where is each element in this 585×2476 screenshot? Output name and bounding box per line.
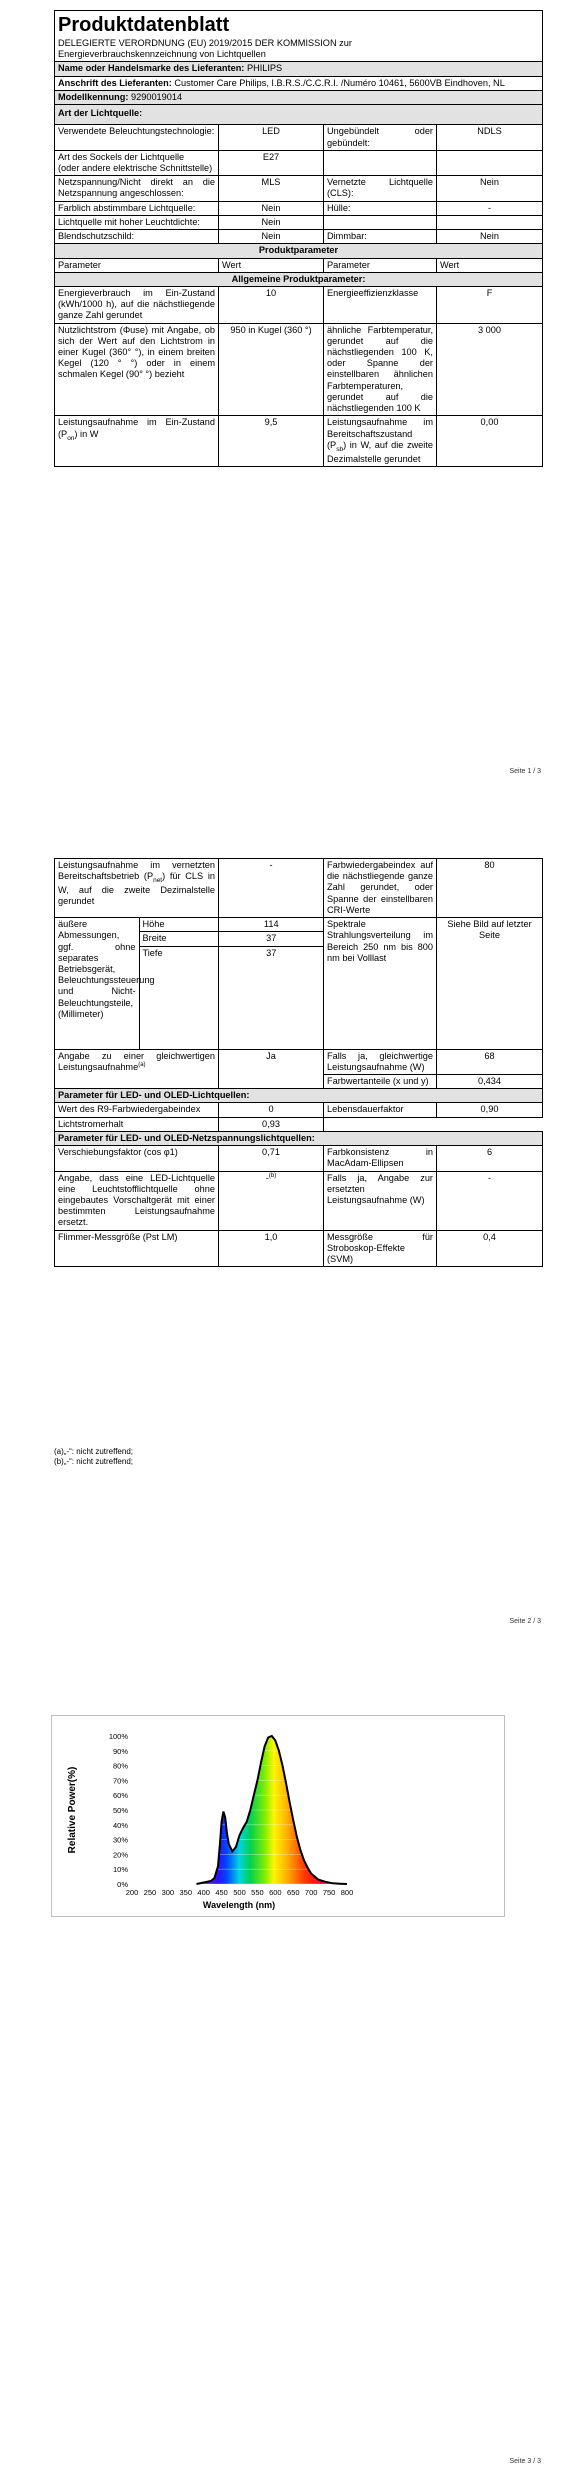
product-sheet-table-2: [54, 858, 543, 1267]
flux-label: Nutzlichtstrom (Φuse) mit Angabe, ob sich der Wert auf den Lichtstrom in einer Kugel (360° °), in einem breiten Kegel (120 ° °) oder in einem schmalen Kegel (90° °) bezieht: [55, 323, 219, 416]
flux-value: 950 in Kugel (360 °): [219, 323, 324, 416]
spectral-value: Siehe Bild auf letzter Seite: [437, 918, 543, 1049]
light-source-type-header: Art der Lichtquelle:: [55, 105, 543, 125]
high-luminance-value: Nein: [219, 215, 324, 229]
standby-label: [324, 416, 437, 466]
sheet-title: Produktdatenblatt: [58, 14, 230, 36]
supplier-address-label: Anschrift des Lieferanten:: [58, 77, 172, 88]
on-power-value: 9,5: [219, 416, 324, 466]
model-value: 9290019014: [131, 91, 183, 102]
height-value: 114: [218, 918, 324, 932]
lumen-maint-label: Lichtstromerhalt: [55, 1117, 219, 1131]
lumen-maint-value: 0,93: [219, 1117, 324, 1131]
dimensions-cell: [55, 918, 324, 1049]
equiv-claim-value: Ja: [219, 1049, 324, 1089]
replacement-value: -: [437, 1171, 543, 1230]
standby-label-a: Leistungsaufnahme im Bereitschaftszustand (P: [327, 417, 433, 450]
survival-label: Lebensdauerfaktor: [324, 1103, 437, 1117]
fluorescent-claim-value: -: [265, 1172, 269, 1183]
spectral-label: Spektrale Strahlungsverteilung im Bereich 250 nm bis 800 nm bei Volllast: [324, 918, 437, 1049]
col-header-param: Parameter: [324, 258, 437, 272]
replacement-label: Falls ja, Angabe zur ersetzten Leistungsaufnahme (W): [324, 1171, 437, 1230]
connected-label: Vernetzte Lichtquelle (CLS):: [324, 176, 437, 201]
x-tick-label: 600: [269, 1888, 282, 1897]
cri-value: 80: [437, 859, 543, 918]
model-label: Modellkennung:: [58, 91, 129, 102]
cct-value: 3 000: [437, 323, 543, 416]
depth-value: 37: [266, 947, 277, 958]
x-tick-label: 650: [286, 1888, 300, 1897]
colour-tunable-value: Nein: [219, 201, 324, 215]
led-mains-params-header: Parameter für LED- und OLED-Netzspannungslichtquellen:: [55, 1131, 543, 1145]
chromaticity-value: 0,434: [437, 1074, 543, 1088]
led-params-header: Parameter für LED- und OLED-Lichtquellen:: [55, 1089, 543, 1103]
x-tick-label: 500: [233, 1888, 246, 1897]
standby-value: 0,00: [437, 416, 543, 466]
net-standby-label-sub: net: [153, 877, 163, 885]
envelope-label: Hülle:: [324, 201, 437, 215]
spectrum-chart-frame: [51, 1715, 505, 1917]
dimmable-value: Nein: [437, 230, 543, 244]
y-tick-label: 30%: [112, 1835, 128, 1845]
col-header-value: Wert: [219, 258, 324, 272]
dimmable-label: Dimmbar:: [324, 230, 437, 244]
anti-glare-label: Blendschutzschild:: [55, 230, 219, 244]
page-3: [0, 1640, 585, 2476]
x-tick-label: 800: [340, 1888, 354, 1897]
technology-value: LED: [219, 125, 324, 150]
on-power-label: [55, 416, 219, 466]
connected-value: Nein: [437, 176, 543, 201]
x-tick-label: 200: [125, 1888, 139, 1897]
page-number-2: Seite 2 / 3: [509, 1618, 541, 1625]
high-luminance-label: Lichtquelle mit hoher Leuchtdichte:: [55, 215, 219, 229]
r9-value: 0: [219, 1103, 324, 1117]
standby-label-b: ) in W, auf die zweite Dezimalstelle gerundet: [327, 439, 433, 464]
supplier-address-value: Customer Care Philips, I.B.R.S./C.C.R.I. /Numéro 10461, 5600VB Eindhoven, NL: [174, 77, 505, 88]
survival-value: 0,90: [437, 1103, 543, 1117]
anti-glare-value: Nein: [219, 230, 324, 244]
height-label: Höhe: [139, 918, 218, 932]
page-number-1: Seite 1 / 3: [509, 768, 541, 775]
page-number-3: Seite 3 / 3: [509, 2458, 541, 2465]
fluorescent-claim-sup: (b): [268, 1172, 277, 1179]
spectrum-chart: [52, 1716, 504, 1916]
supplier-name-label: Name oder Handelsmarke des Lieferanten:: [58, 63, 245, 74]
y-tick-label: 100%: [108, 1732, 128, 1741]
footnote-a: (a)„-“: nicht zutreffend;: [54, 1447, 133, 1456]
regulation-text: DELEGIERTE VERORDNUNG (EU) 2019/2015 DER KOMMISSION zur Energieverbrauchskennzeichnung von Lichtquellen: [58, 38, 352, 60]
non-directional-value: NDLS: [437, 125, 543, 150]
empty-cell: [324, 150, 437, 175]
empty-cell: [324, 1117, 543, 1131]
chromaticity-label: Farbwertanteile (x und y): [324, 1074, 437, 1088]
y-tick-label: 50%: [112, 1806, 128, 1815]
x-tick-label: 400: [197, 1888, 210, 1897]
equiv-power-label: Falls ja, gleichwertige Leistungsaufnahme (W): [324, 1049, 437, 1074]
colour-tunable-label: Farblich abstimmbare Lichtquelle:: [55, 201, 219, 215]
x-axis-label: Wavelength (nm): [202, 1900, 276, 1910]
footnotes: [54, 1447, 133, 1468]
net-standby-label-a: Leistungsaufnahme im vernetzten Bereitschaftsbetrieb (P: [58, 860, 215, 882]
depth-label: Tiefe: [139, 946, 218, 1049]
x-tick-label: 550: [251, 1888, 264, 1897]
cap-value: E27: [219, 150, 324, 175]
x-tick-label: 450: [215, 1888, 228, 1897]
empty-cell: [437, 150, 543, 175]
cap-label-line-1: Art des Sockels der Lichtquelle: [58, 151, 185, 162]
page-2: [0, 790, 585, 1640]
technology-label: Verwendete Beleuchtungstechnologie:: [55, 125, 219, 150]
cap-label: [55, 150, 219, 175]
equiv-claim-label: [55, 1049, 219, 1089]
cct-label: ähnliche Farbtemperatur, gerundet auf die nächstliegenden 100 K, oder Spanne der einstellbaren ähnlichen Farbtemperaturen, gerundet auf die nächstliegenden 100 K: [324, 323, 437, 416]
x-tick-label: 700: [304, 1888, 318, 1897]
flicker-value: 1,0: [219, 1230, 324, 1267]
y-tick-label: 10%: [112, 1865, 128, 1875]
y-tick-label: 80%: [112, 1761, 128, 1771]
flicker-label: Flimmer-Messgröße (Pst LM): [55, 1230, 219, 1267]
width-value: 37: [218, 932, 324, 946]
consistency-label: Farbkonsistenz in MacAdam-Ellipsen: [324, 1146, 437, 1171]
on-power-label-b: ) in W: [74, 428, 99, 439]
on-power-label-sub: on: [67, 434, 75, 442]
r9-label: Wert des R9-Farbwiedergabeindex: [55, 1103, 219, 1117]
supplier-name-value: PHILIPS: [246, 63, 283, 74]
x-tick-label: 750: [322, 1888, 336, 1897]
equiv-power-value: 68: [437, 1049, 543, 1074]
empty-cell: [324, 215, 437, 229]
non-directional-label: Ungebündelt oder gebündelt:: [324, 125, 437, 150]
net-standby-value: -: [219, 859, 324, 918]
y-tick-label: 40%: [112, 1820, 128, 1830]
energy-class-label: Energieeffizienzklasse: [324, 286, 437, 323]
y-tick-label: 60%: [112, 1791, 128, 1801]
fluorescent-claim-label: Angabe, dass eine LED-Lichtquelle eine Leuchtstofflichtquelle ohne eingebautes Vorschaltgerät mit einer bestimmten Leistungsaufnahme ersetzt.: [55, 1171, 219, 1230]
x-tick-label: 350: [179, 1888, 193, 1897]
equiv-claim-sup: (a): [138, 1061, 146, 1068]
consistency-value: 6: [437, 1146, 543, 1171]
y-tick-label: 0%: [117, 1880, 128, 1889]
displacement-label: Verschiebungsfaktor (cos φ1): [55, 1146, 219, 1171]
energy-consumption-value: 10: [219, 286, 324, 323]
net-standby-label: [55, 859, 219, 918]
general-params-header: Allgemeine Produktparameter:: [55, 272, 543, 286]
stroboscopic-value: 0,4: [437, 1230, 543, 1267]
mains-value: MLS: [219, 176, 324, 201]
x-tick-label: 300: [161, 1888, 175, 1897]
y-tick-label: 20%: [112, 1850, 128, 1860]
footnote-b: (b)„-“: nicht zutreffend;: [54, 1457, 133, 1467]
width-label: Breite: [139, 932, 218, 946]
mains-label: Netzspannung/Nicht direkt an die Netzspannung angeschlossen:: [55, 176, 219, 201]
y-axis-label: Relative Power(%): [67, 1766, 78, 1854]
standby-label-sub: sb: [336, 445, 344, 453]
x-tick-label: 250: [143, 1888, 157, 1897]
product-params-header: Produktparameter: [55, 244, 543, 258]
energy-class-value: F: [437, 286, 543, 323]
equiv-claim-label-text: Angabe zu einer gleichwertigen Leistungsaufnahme: [58, 1050, 215, 1072]
y-tick-label: 70%: [112, 1776, 128, 1786]
envelope-value: -: [437, 201, 543, 215]
cri-label: Farbwiedergabeindex auf die nächstliegende ganze Zahl gerundet, oder Spanne der einstellbaren CRI-Werte: [324, 859, 437, 918]
stroboscopic-label: Messgröße für Stroboskop-Effekte (SVM): [324, 1230, 437, 1267]
empty-cell: [437, 215, 543, 229]
product-sheet-table-1: [54, 10, 543, 467]
page-1: [0, 0, 585, 790]
fluorescent-claim-value-cell: [219, 1171, 324, 1230]
col-header-value: Wert: [437, 258, 543, 272]
dimensions-label: äußere Abmessungen, ggf. ohne separates Betriebsgerät, Beleuchtungssteuerung und Nicht-Beleuchtungsteile, (Millimeter): [55, 918, 139, 1048]
on-power-label-a: Leistungsaufnahme im Ein-Zustand (P: [58, 417, 215, 439]
cap-label-line-2: (oder andere elektrische Schnittstelle): [58, 162, 213, 173]
col-header-param: Parameter: [55, 258, 219, 272]
energy-consumption-label: Energieverbrauch im Ein-Zustand (kWh/1000 h), auf die nächstliegende ganze Zahl gerundet: [55, 286, 219, 323]
net-standby-label-b: ) für CLS in W, auf die zweite Dezimalstelle gerundet: [58, 871, 215, 907]
displacement-value: 0,71: [219, 1146, 324, 1171]
y-tick-label: 90%: [112, 1746, 128, 1756]
